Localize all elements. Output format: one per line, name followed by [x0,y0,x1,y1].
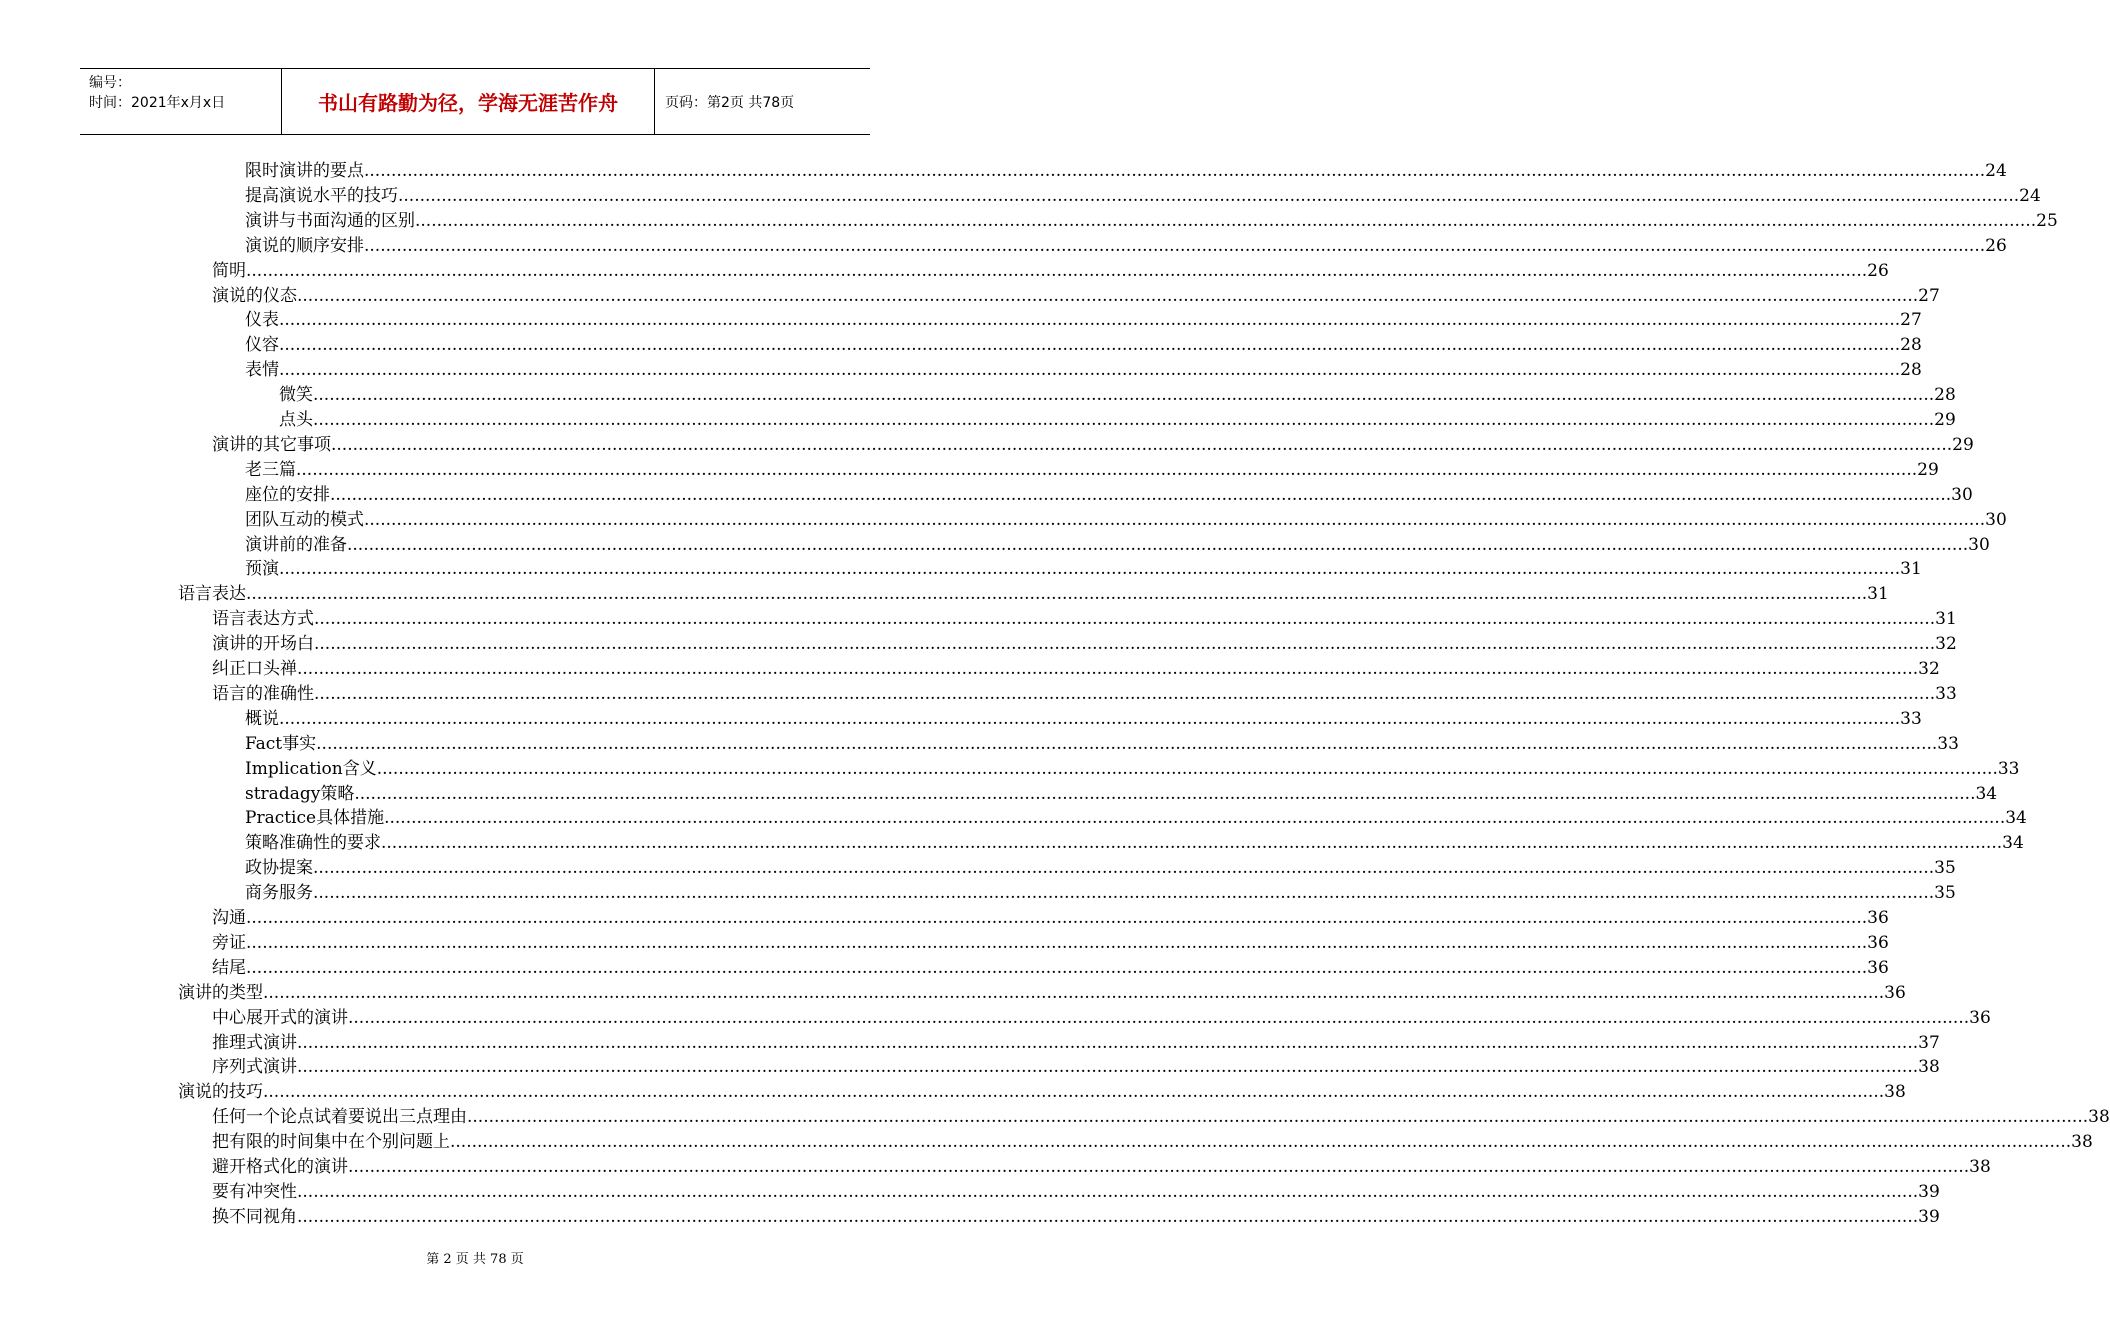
toc-entry-title: 仪容 [245,335,279,356]
toc-entry[interactable] [279,408,1956,433]
toc-dot-leader: ............................................................................................................................................................................................................................................................................................................ [246,908,1868,928]
toc-entry[interactable] [245,533,1990,558]
toc-entry-title: 语言表达 [178,584,246,605]
toc-page-number: 27 [1918,285,1940,306]
toc-dot-leader: ............................................................................................................................................................................................................................................................................................................ [313,410,1935,430]
toc-entry[interactable] [212,607,1957,632]
toc-page-number: 35 [1934,858,1956,879]
toc-entry[interactable] [178,1080,1906,1105]
toc-entry-title: 旁证 [212,932,246,953]
toc-entry-title: 演说的仪态 [212,285,297,306]
toc-entry[interactable] [212,259,1889,284]
toc-entry[interactable] [212,1205,1940,1230]
toc-entry[interactable] [245,831,2024,856]
toc-entry[interactable] [245,308,1922,333]
toc-dot-leader: ............................................................................................................................................................................................................................................................................................................ [297,1057,1919,1078]
toc-page-number: 33 [1935,683,1957,704]
toc-dot-leader: ............................................................................................................................................................................................................................................................................................................ [297,659,1919,679]
toc-entry[interactable] [212,433,1974,458]
toc-dot-leader: ............................................................................................................................................................................................................................................................................................................ [279,708,1901,729]
toc-dot-leader: ............................................................................................................................................................................................................................................................................................................ [279,310,1901,331]
toc-page-number: 33 [1937,733,1959,754]
toc-entry[interactable] [212,906,1889,931]
toc-dot-leader: ............................................................................................................................................................................................................................................................................................................ [263,1082,1885,1103]
toc-dot-leader: ............................................................................................................................................................................................................................................................................................................ [297,1181,1919,1202]
toc-entry-title: 要有冲突性 [212,1181,297,1202]
toc-entry[interactable] [245,184,2041,209]
toc-entry[interactable] [245,881,1956,906]
header-page-info: 页码：第2页 共78页 [665,94,795,111]
toc-dot-leader: ............................................................................................................................................................................................................................................................................................................ [384,808,2006,829]
toc-entry[interactable] [212,956,1889,981]
toc-dot-leader: ............................................................................................................................................................................................................................................................................................................ [313,385,1935,406]
toc-dot-leader: ............................................................................................................................................................................................................................................................................................................ [348,1007,1970,1028]
toc-page-number: 32 [1918,659,1940,679]
toc-page-number: 38 [2071,1132,2093,1153]
toc-entry[interactable] [212,657,1940,682]
toc-entry-title: 演讲前的准备 [245,534,347,555]
toc-dot-leader: ............................................................................................................................................................................................................................................................................................................ [246,584,1868,605]
toc-entry-title: stradagy策略 [245,783,355,804]
toc-dot-leader: ............................................................................................................................................................................................................................................................................................................ [347,534,1969,555]
toc-page-number: 30 [1951,484,1973,505]
toc-dot-leader: ............................................................................................................................................................................................................................................................................................................ [467,1107,2089,1128]
page-header [80,68,870,135]
toc-entry[interactable] [245,333,1922,358]
toc-dot-leader: ............................................................................................................................................................................................................................................................................................................ [296,459,1918,480]
toc-dot-leader: ............................................................................................................................................................................................................................................................................................................ [297,1206,1919,1227]
toc-entry-title: 团队互动的模式 [245,509,364,530]
toc-page-number: 26 [1985,235,2007,256]
toc-entry-title: Fact事实 [245,733,317,754]
toc-entry[interactable] [212,1031,1940,1056]
toc-dot-leader: ............................................................................................................................................................................................................................................................................................................ [313,858,1935,879]
toc-entry[interactable] [245,458,1939,483]
toc-entry-title: 微笑 [279,385,313,406]
toc-entry-title: 中心展开式的演讲 [212,1007,348,1028]
toc-entry[interactable] [245,707,1922,732]
header-motto: 书山有路勤为径，学海无涯苦作舟 [282,69,655,134]
toc-page-number: 31 [1935,609,1957,630]
toc-dot-leader: ............................................................................................................................................................................................................................................................................................................ [279,335,1901,356]
toc-page-number: 29 [1917,459,1939,480]
toc-page-number: 36 [1867,908,1889,928]
toc-entry[interactable] [212,931,1889,956]
toc-dot-leader: ............................................................................................................................................................................................................................................................................................................ [246,957,1868,978]
toc-entry-title: 商务服务 [245,883,313,904]
toc-page-number: 38 [2088,1107,2110,1128]
toc-page-number: 33 [1900,708,1922,729]
toc-page-number: 33 [1997,758,2020,779]
toc-page-number: 29 [1934,410,1956,430]
toc-entry-title: 避开格式化的演讲 [212,1157,348,1177]
toc-page-number: 36 [1867,932,1889,953]
toc-entry-title: 语言表达方式 [212,609,314,630]
toc-dot-leader: ............................................................................................................................................................................................................................................................................................................ [297,285,1919,306]
toc-page-number: 30 [1985,509,2007,530]
page-footer: 第 2 页 共 78 页 [426,1252,524,1267]
toc-page-number: 35 [1934,883,1956,904]
toc-page-number: 39 [1918,1181,1940,1202]
toc-page-number: 31 [1900,559,1922,580]
toc-entry-title: 仪表 [245,310,279,331]
toc-entry-title: 换不同视角 [212,1206,297,1227]
toc-entry[interactable] [279,383,1956,408]
toc-entry-title: 结尾 [212,957,246,978]
toc-page-number: 28 [1900,335,1922,356]
toc-entry[interactable] [245,159,2007,184]
toc-page-number: 28 [1934,385,1956,406]
toc-entry[interactable] [245,234,2007,259]
toc-page-number: 36 [1867,957,1889,978]
toc-page-number: 37 [1918,1032,1940,1053]
toc-entry[interactable] [212,284,1940,309]
toc-entry[interactable] [245,856,1956,881]
toc-page-number: 28 [1900,360,1922,381]
toc-entry[interactable] [212,1055,1940,1080]
toc-entry-title: 提高演说水平的技巧 [245,185,398,206]
toc-entry-title: 语言的准确性 [212,683,314,704]
toc-entry[interactable] [212,1006,1991,1031]
toc-dot-leader: ............................................................................................................................................................................................................................................................................................................ [330,484,1952,505]
toc-entry[interactable] [212,1105,2110,1130]
toc-entry-title: 演说的顺序安排 [245,235,364,256]
toc-entry-title: 预演 [245,559,279,580]
toc-dot-leader: ............................................................................................................................................................................................................................................................................................................ [415,210,2037,231]
toc-entry[interactable] [245,806,2027,831]
toc-dot-leader: ............................................................................................................................................................................................................................................................................................................ [279,360,1901,381]
toc-page-number: 32 [1935,634,1957,655]
toc-page-number: 31 [1867,584,1889,605]
toc-entry-title: 概说 [245,708,279,729]
toc-dot-leader: ............................................................................................................................................................................................................................................................................................................ [313,883,1935,904]
header-meta [80,69,282,134]
toc-page-number: 29 [1952,434,1974,455]
toc-page-number: 36 [1884,982,1906,1003]
toc-entry[interactable] [245,732,1959,757]
header-number-label: 编号： [89,75,131,91]
toc-entry-title: 沟通 [212,908,246,928]
toc-page-number: 34 [2002,833,2024,854]
toc-entry[interactable] [245,757,2020,782]
toc-dot-leader: ............................................................................................................................................................................................................................................................................................................ [279,559,1901,580]
toc-dot-leader: ............................................................................................................................................................................................................................................................................................................ [376,758,1998,779]
toc-dot-leader: ............................................................................................................................................................................................................................................................................................................ [314,683,1936,704]
toc-entry-title: 表情 [245,360,279,381]
toc-entry[interactable] [245,557,1922,582]
toc-entry-title: 策略准确性的要求 [245,833,381,854]
toc-dot-leader: ............................................................................................................................................................................................................................................................................................................ [364,161,1986,181]
toc-dot-leader: ............................................................................................................................................................................................................................................................................................................ [316,733,1938,754]
toc-page-number: 34 [2005,808,2027,829]
toc-entry[interactable] [212,632,1957,657]
toc-dot-leader: ............................................................................................................................................................................................................................................................................................................ [246,932,1868,953]
toc-dot-leader: ............................................................................................................................................................................................................................................................................................................ [381,833,2003,854]
toc-entry-title: 座位的安排 [245,484,330,505]
toc-entry-title: Practice具体措施 [245,808,385,829]
toc-dot-leader: ............................................................................................................................................................................................................................................................................................................ [314,609,1936,630]
toc-dot-leader: ............................................................................................................................................................................................................................................................................................................ [398,185,2020,206]
toc-entry-title: 政协提案 [245,858,313,879]
toc-dot-leader: ............................................................................................................................................................................................................................................................................................................ [348,1157,1970,1177]
toc-entry[interactable] [212,1180,1940,1205]
toc-dot-leader: ............................................................................................................................................................................................................................................................................................................ [246,260,1868,281]
toc-entry[interactable] [245,782,1998,807]
toc-dot-leader: ............................................................................................................................................................................................................................................................................................................ [297,1032,1919,1053]
toc-entry-title: 简明 [212,260,246,281]
toc-dot-leader: ............................................................................................................................................................................................................................................................................................................ [314,634,1936,655]
toc-dot-leader: ............................................................................................................................................................................................................................................................................................................ [354,783,1976,804]
toc-entry[interactable] [212,1155,1991,1180]
toc-entry[interactable] [212,1130,2093,1155]
toc-entry-title: 演讲与书面沟通的区别 [245,210,415,231]
header-date: 时间：2021年x月x日 [89,95,226,111]
toc-entry-title: 序列式演讲 [212,1057,297,1078]
toc-entry[interactable] [245,209,2058,234]
toc-entry-title: 限时演讲的要点 [245,161,364,181]
toc-entry-title: 演讲的类型 [178,982,263,1003]
toc-entry[interactable] [245,483,1973,508]
toc-dot-leader: ............................................................................................................................................................................................................................................................................................................ [450,1132,2072,1153]
toc-entry[interactable] [245,358,1922,383]
toc-page-number: 30 [1968,534,1990,555]
toc-entry-title: 任何一个论点试着要说出三点理由 [212,1107,467,1128]
toc-page-number: 24 [2019,185,2041,206]
toc-entry-title: 点头 [279,410,313,430]
toc-entry[interactable] [178,981,1906,1006]
toc-entry-title: 把有限的时间集中在个别问题上 [212,1132,450,1153]
toc-page-number: 39 [1918,1206,1940,1227]
toc-entry[interactable] [212,682,1957,707]
toc-entry[interactable] [178,582,1889,607]
toc-entry-title: 纠正口头禅 [212,659,297,679]
toc-entry-title: Implication含义 [245,758,377,779]
toc-entry-title: 推理式演讲 [212,1032,297,1053]
toc-entry-title: 演说的技巧 [178,1082,263,1103]
toc-page-number: 34 [1975,783,1998,804]
toc-page-number: 36 [1969,1007,1991,1028]
toc-page-number: 25 [2036,210,2058,231]
toc-dot-leader: ............................................................................................................................................................................................................................................................................................................ [364,509,1986,530]
toc-page-number: 26 [1867,260,1889,281]
toc-dot-leader: ............................................................................................................................................................................................................................................................................................................ [364,235,1986,256]
toc-entry-title: 老三篇 [245,459,296,480]
toc-page-number: 27 [1900,310,1922,331]
toc-entry[interactable] [245,508,2007,533]
toc-page-number: 38 [1918,1057,1940,1078]
toc-entry-title: 演讲的开场白 [212,634,314,655]
toc-page-number: 24 [1985,161,2007,181]
toc-entry-title: 演讲的其它事项 [212,434,331,455]
toc-dot-leader: ............................................................................................................................................................................................................................................................................................................ [263,982,1885,1003]
toc-page-number: 38 [1969,1157,1991,1177]
toc-dot-leader: ............................................................................................................................................................................................................................................................................................................ [331,434,1953,455]
toc-page-number: 38 [1884,1082,1906,1103]
